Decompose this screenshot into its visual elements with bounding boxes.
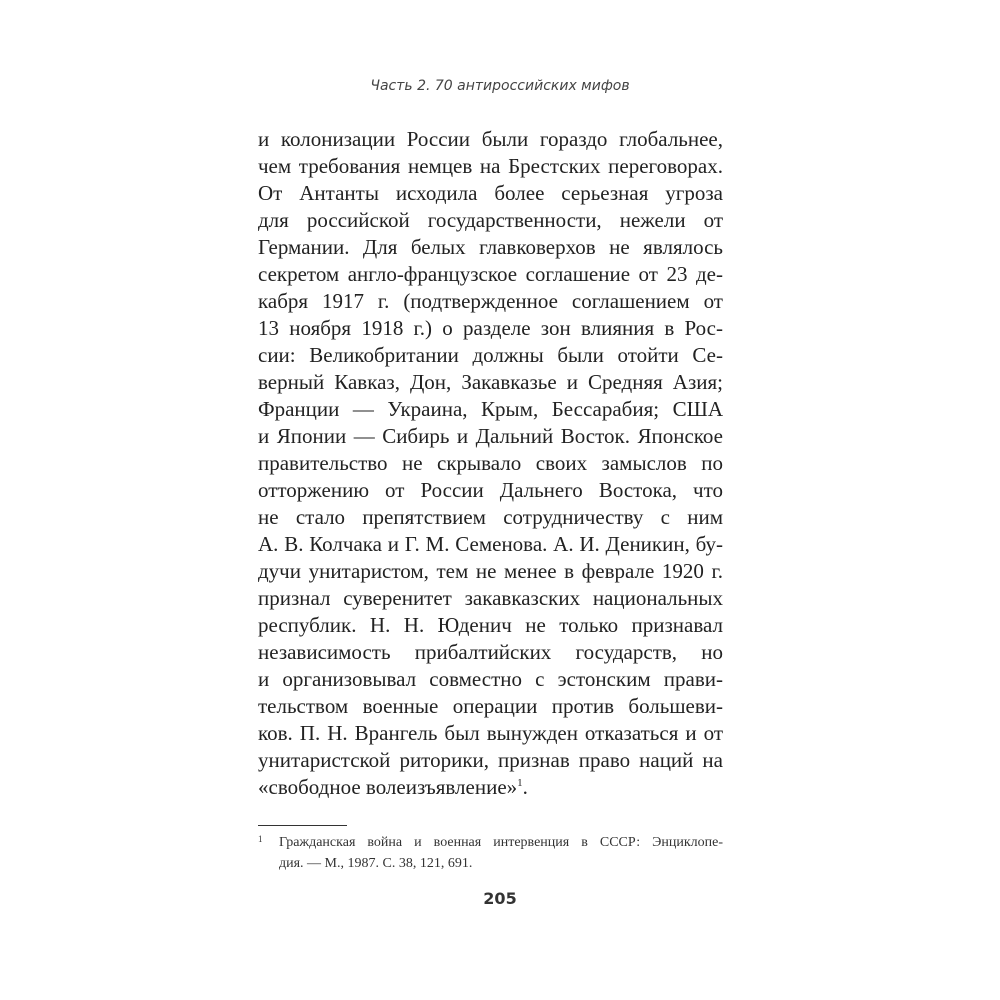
body-line-text: сии: Великобритании должны были отойти Се-: [258, 343, 723, 367]
body-line: [258, 288, 723, 315]
body-line-text: не стало препятствием сотрудничеству с ним: [258, 505, 723, 529]
body-line: [258, 261, 723, 288]
body-line: [258, 342, 723, 369]
body-line-text: независимость прибалтийских государств, но: [258, 640, 723, 664]
body-line-text: для российской государственности, нежели от: [258, 208, 723, 232]
body-line: [258, 315, 723, 342]
footnote-mark: 1: [258, 834, 263, 844]
body-line-text: дучи унитаристом, тем не менее в феврале 1920 г.: [258, 559, 723, 583]
body-line-text: От Антанты исходила более серьезная угроза: [258, 181, 723, 205]
body-line-text: Франции — Украина, Крым, Бессарабия; США: [258, 397, 723, 421]
body-line-text: кабря 1917 г. (подтвержденное соглашением от: [258, 289, 723, 313]
body-line: «свободное волеизъявление»$^1$.: [258, 775, 528, 799]
body-line-text: чем требования немцев на Брестских переговорах.: [258, 154, 723, 178]
body-line: [258, 396, 723, 423]
body-line-text: унитаристской риторики, признав право наций на: [258, 748, 723, 772]
body-line-text: ков. П. Н. Врангель был вынужден отказаться и от: [258, 721, 723, 745]
body-line: [258, 558, 723, 585]
body-line: [258, 423, 723, 450]
running-header: Часть 2. 70 антироссийских мифов: [370, 78, 630, 94]
body-line-text: секретом англо-французское соглашение от 23 де-: [258, 262, 723, 286]
body-line: [258, 585, 723, 612]
footnote: [258, 832, 723, 874]
footnote-divider: [258, 825, 347, 826]
body-line: [258, 180, 723, 207]
body-line-text: республик. Н. Н. Юденич не только признавал: [258, 613, 723, 637]
body-text: [258, 126, 723, 801]
body-line: [258, 126, 723, 153]
body-line-text: тельством военные операции против большеви-: [258, 694, 723, 718]
body-line: [258, 666, 723, 693]
body-line-text: правительство не скрывало своих замыслов по: [258, 451, 723, 475]
body-line-text: и колонизации России были гораздо глобальнее,: [258, 127, 723, 151]
body-line: [258, 720, 723, 747]
body-line: [258, 531, 723, 558]
page-number: 205: [483, 889, 517, 908]
body-line: [258, 369, 723, 396]
footnote-line: дия. — М., 1987. С. 38, 121, 691.: [279, 856, 473, 871]
body-line-text: А. В. Колчака и Г. М. Семенова. А. И. Деникин, бу-: [258, 532, 723, 556]
body-line: [258, 504, 723, 531]
body-line: [258, 450, 723, 477]
body-line-text: 13 ноября 1918 г.) о разделе зон влияния в Рос-: [258, 316, 723, 340]
body-line: [258, 639, 723, 666]
body-line-text: «свободное волеизъявление»: [258, 775, 518, 799]
body-line-text: и Японии — Сибирь и Дальний Восток. Японское: [258, 424, 723, 448]
body-line: [258, 234, 723, 261]
body-line-text: признал суверенитет закавказских национальных: [258, 586, 723, 610]
body-line-text: отторжению от России Дальнего Востока, что: [258, 478, 723, 502]
body-line: [258, 612, 723, 639]
body-line-text: и организовывал совместно с эстонским прави-: [258, 667, 723, 691]
body-line: [258, 207, 723, 234]
footnote-line: Гражданская война и военная интервенция в СССР: Энциклопе-: [279, 835, 723, 850]
body-line: [258, 693, 723, 720]
body-line: [258, 477, 723, 504]
body-line-text: верный Кавказ, Дон, Закавказье и Средняя Азия;: [258, 370, 723, 394]
footnote-reference: 1: [517, 777, 523, 789]
body-line: [258, 747, 723, 774]
body-line-text: Германии. Для белых главковерхов не являлось: [258, 235, 723, 259]
body-line: [258, 153, 723, 180]
